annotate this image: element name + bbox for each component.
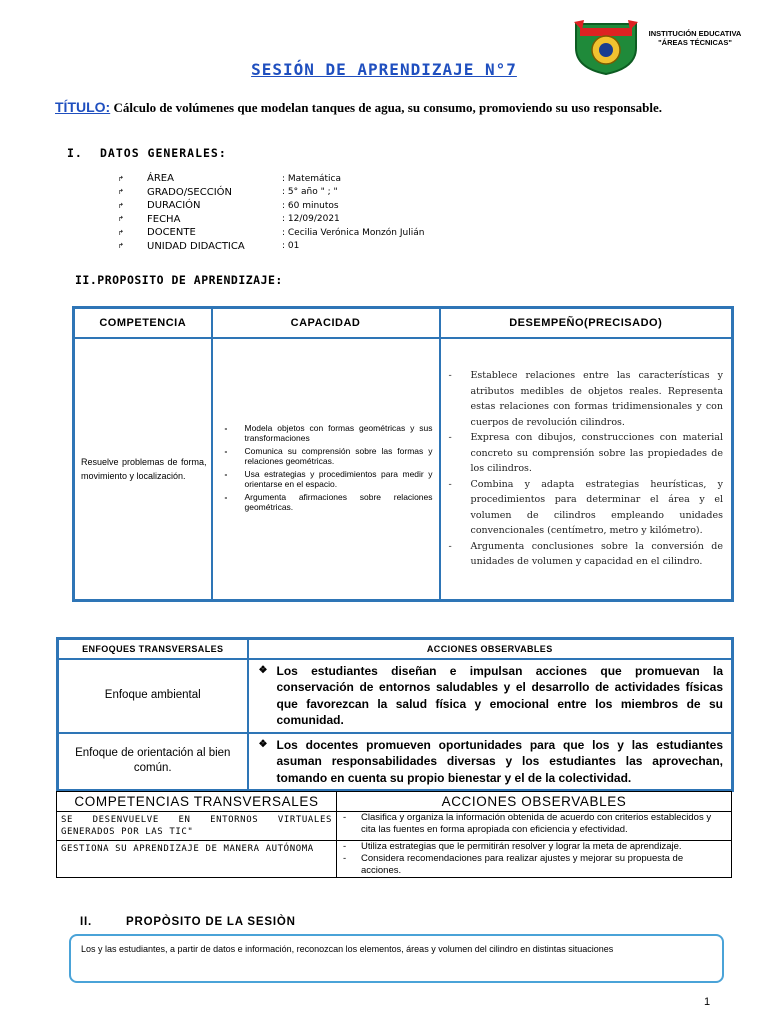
- competencia-cell: Resuelve problemas de forma, movimiento y localización.: [74, 338, 212, 601]
- institution-label: INSTITUCIÓN EDUCATIVA: [648, 29, 742, 38]
- list-item: - Establece relaciones entre las características y atributos medibles de objetos reales. Representa estas relaciones con formas tridimensionales y con cuerpos de revolución cilindros.: [449, 368, 724, 430]
- section-proposito-sesion: [80, 916, 296, 928]
- titulo-text: Cálculo de volúmenes que modelan tanques de agua, su consumo, promoviendo su uso responsable.: [113, 100, 662, 115]
- bullet-icon: ↱: [118, 242, 124, 251]
- desempeno-list: [449, 368, 724, 570]
- institution-sublabel: "ÁREAS TÉCNICAS": [658, 38, 732, 47]
- datos-list: [118, 172, 424, 253]
- competencias-table: [72, 306, 734, 602]
- competencia-transversal-cell: SE DESENVUELVE EN ENTORNOS VIRTUALES GENERADOS POR LAS TIC": [57, 812, 337, 841]
- column-header: DESEMPEÑO(PRECISADO): [440, 308, 733, 338]
- datos-row: [118, 199, 424, 213]
- table-row: [57, 841, 732, 878]
- accion-cell: ❖ Los estudiantes diseñan e impulsan acciones que promuevan la conservación de entornos saludables y el desarrollo de actividades físicas que favorezcan la salud física y emocional entre los miembros de su comunidad.: [248, 659, 733, 733]
- capacidad-list: [221, 423, 433, 513]
- list-item: - Usa estrategias y procedimientos para medir y orientarse en el espacio.: [221, 469, 433, 490]
- list-item: - Combina y adapta estrategias heurísticas, y procedimientos para determinar el área y el volumen de cilindros empleando unidades convencionales (centímetro, metro y kilómetro).: [449, 477, 724, 539]
- competencias-transversales-table: [56, 791, 732, 878]
- datos-key: DOCENTE: [147, 227, 196, 239]
- column-header: ACCIONES OBSERVABLES: [337, 792, 732, 812]
- list-item: - Utiliza estrategias que le permitirán resolver y lograr la meta de aprendizaje.: [337, 841, 731, 853]
- column-header: COMPETENCIA: [74, 308, 212, 338]
- list-item: - Argumenta conclusiones sobre la conversión de unidades de volumen y capacidad en el cilindro.: [449, 539, 724, 570]
- list-item: - Comunica su comprensión sobre las formas y relaciones geométricas.: [221, 446, 433, 467]
- capacidad-cell: [212, 338, 440, 601]
- bullet-icon: ↱: [118, 174, 124, 183]
- section-datos-generales: [67, 146, 227, 160]
- datos-value: : Cecilia Verónica Monzón Julián: [282, 227, 425, 238]
- proposito-box: Los y las estudiantes, a partir de datos e información, reconozcan los elementos, áreas y volumen del cilindro en distintas situaciones: [69, 934, 724, 983]
- list-item: - Argumenta afirmaciones sobre relaciones geométricas.: [221, 492, 433, 513]
- enfoque-cell: Enfoque de orientación al bien común.: [58, 733, 248, 791]
- bullet-icon: ↱: [118, 228, 124, 237]
- section-proposito-aprendizaje: II.PROPOSITO DE APRENDIZAJE:: [75, 273, 283, 287]
- table-row: [58, 733, 733, 791]
- list-item: - Clasifica y organiza la información obtenida de acuerdo con criterios establecidos y cita las fuentes en forma apropiada con eficiencia y efectividad.: [337, 812, 731, 836]
- datos-row: [118, 213, 424, 227]
- table-header-row: [58, 639, 733, 659]
- list-item: - Considera recomendaciones para realizar ajustes y mejorar su propuesta de acciones.: [337, 853, 731, 877]
- enfoques-table: [56, 637, 734, 792]
- datos-row: [118, 226, 424, 240]
- competencia-transversal-cell: GESTIONA SU APRENDIZAJE DE MANERA AUTÓNOMA: [57, 841, 337, 878]
- column-header: ACCIONES OBSERVABLES: [248, 639, 733, 659]
- table-header-row: [74, 308, 733, 338]
- section-label: PROPÒSITO DE LA SESIÒN: [126, 916, 296, 928]
- table-row: [74, 338, 733, 601]
- column-header: COMPETENCIAS TRANSVERSALES: [57, 792, 337, 812]
- table-header-row: [57, 792, 732, 812]
- enfoque-cell: Enfoque ambiental: [58, 659, 248, 733]
- datos-value: : 5° año " ; ": [282, 187, 338, 198]
- datos-row: [118, 240, 424, 254]
- datos-key: UNIDAD DIDACTICA: [147, 240, 245, 252]
- section-number: II.: [80, 916, 92, 928]
- datos-value: : 12/09/2021: [282, 214, 340, 225]
- datos-key: DURACIÓN: [147, 200, 201, 212]
- titulo-label: TÍTULO:: [55, 99, 111, 115]
- bullet-icon: ↱: [118, 201, 124, 210]
- institution-name: [640, 29, 750, 47]
- table-row: [57, 812, 732, 841]
- datos-row: [118, 186, 424, 200]
- datos-row: [118, 172, 424, 186]
- bullet-icon: ↱: [118, 215, 124, 224]
- datos-value: : Matemática: [282, 173, 342, 184]
- datos-value: : 01: [282, 241, 300, 252]
- datos-key: GRADO/SECCIÓN: [147, 186, 233, 198]
- accion-cell: ❖ Los docentes promueven oportunidades para que los y las estudiantes asuman responsabilidades diversas y los estudiantes las aprovechan, tomando en cuenta su propio bienestar y el de la colectividad.: [248, 733, 733, 791]
- section-number: I.: [67, 146, 83, 160]
- acciones-cell: [337, 812, 732, 841]
- page-number: 1: [704, 996, 711, 1008]
- desempeno-cell: [440, 338, 733, 601]
- column-header: ENFOQUES TRANSVERSALES: [58, 639, 248, 659]
- acciones-list: [337, 812, 731, 836]
- list-item: - Expresa con dibujos, construcciones con material concreto su comprensión sobre las propiedades de los cilindros.: [449, 430, 724, 477]
- list-item: - Modela objetos con formas geométricas y sus transformaciones: [221, 423, 433, 444]
- bullet-icon: ↱: [118, 188, 124, 197]
- session-title: [55, 98, 695, 117]
- datos-value: : 60 minutos: [282, 200, 339, 211]
- column-header: CAPACIDAD: [212, 308, 440, 338]
- acciones-list: [337, 841, 731, 877]
- acciones-cell: [337, 841, 732, 878]
- page-title: SESIÓN DE APRENDIZAJE N°7: [251, 60, 517, 79]
- section-label: DATOS GENERALES:: [100, 146, 227, 160]
- datos-key: FECHA: [147, 213, 181, 225]
- datos-key: ÁREA: [147, 173, 174, 185]
- table-row: [58, 659, 733, 733]
